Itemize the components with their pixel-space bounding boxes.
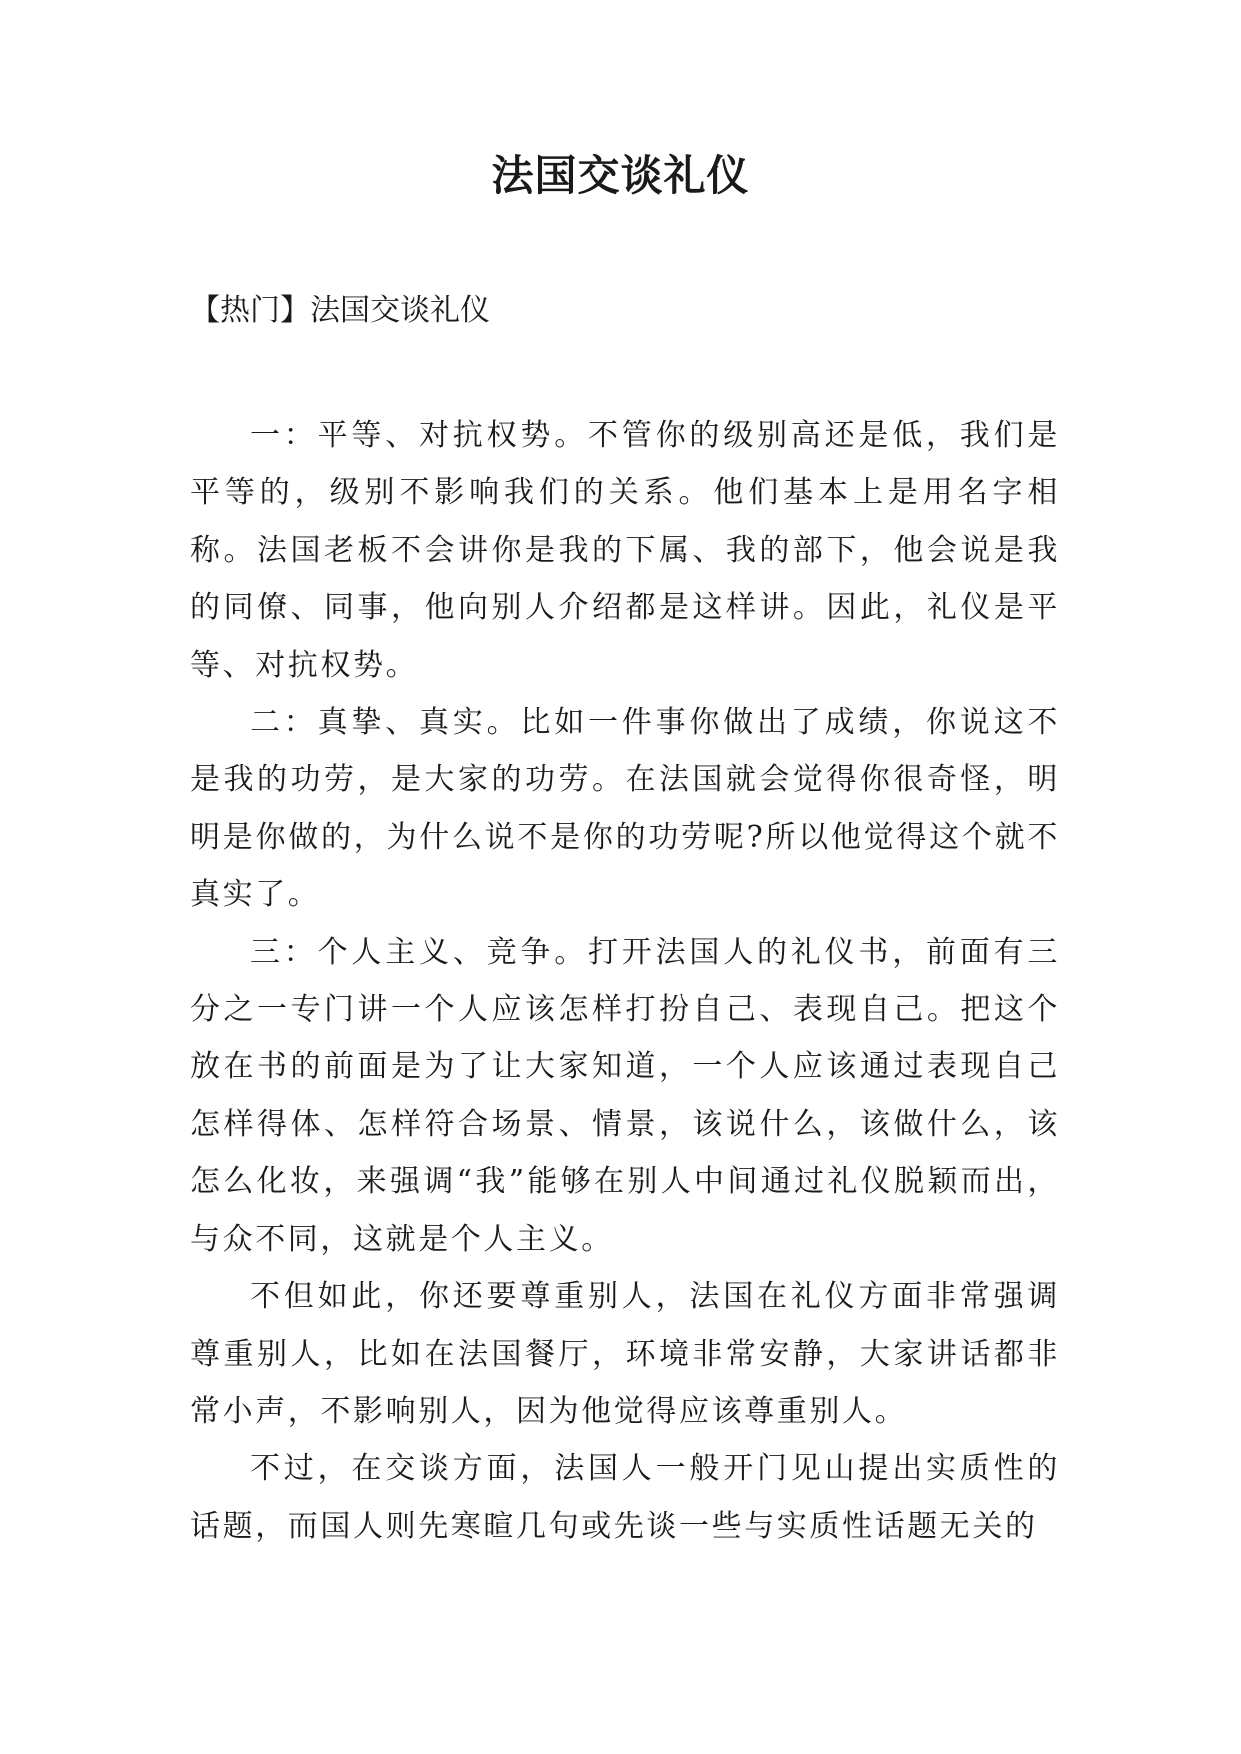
document-body xyxy=(190,407,1060,1555)
document-subtitle: 【热门】法国交谈礼仪 xyxy=(190,293,490,328)
paragraph: 不但如此，你还要尊重别人，法国在礼仪方面非常强调尊重别人，比如在法国餐厅，环境非常安静，大家讲话都非常小声，不影响别人，因为他觉得应该尊重别人。 xyxy=(190,1279,1060,1429)
paragraph: 三：个人主义、竞争。打开法国人的礼仪书，前面有三分之一专门讲一个人应该怎样打扮自己、表现自己。把这个放在书的前面是为了让大家知道，一个人应该通过表现自己怎样得体、怎样符合场景、情景，该说什么，该做什么，该怎么化妆，来强调“我”能够在别人中间通过礼仪脱颖而出，与众不同，这就是个人主义。 xyxy=(190,934,1060,1257)
paragraph: 不过，在交谈方面，法国人一般开门见山提出实质性的话题，而国人则先寒暄几句或先谈一些与实质性话题无关的 xyxy=(190,1451,1060,1544)
paragraph: 二：真挚、真实。比如一件事你做出了成绩，你说这不是我的功劳，是大家的功劳。在法国就会觉得你很奇怪，明明是你做的，为什么说不是你的功劳呢?所以他觉得这个就不真实了。 xyxy=(190,705,1060,913)
paragraph: 一：平等、对抗权势。不管你的级别高还是低，我们是平等的，级别不影响我们的关系。他们基本上是用名字相称。法国老板不会讲你是我的下属、我的部下，他会说是我的同僚、同事，他向别人介绍都是这样讲。因此，礼仪是平等、对抗权势。 xyxy=(190,418,1060,683)
page-title: 法国交谈礼仪 xyxy=(491,151,750,200)
